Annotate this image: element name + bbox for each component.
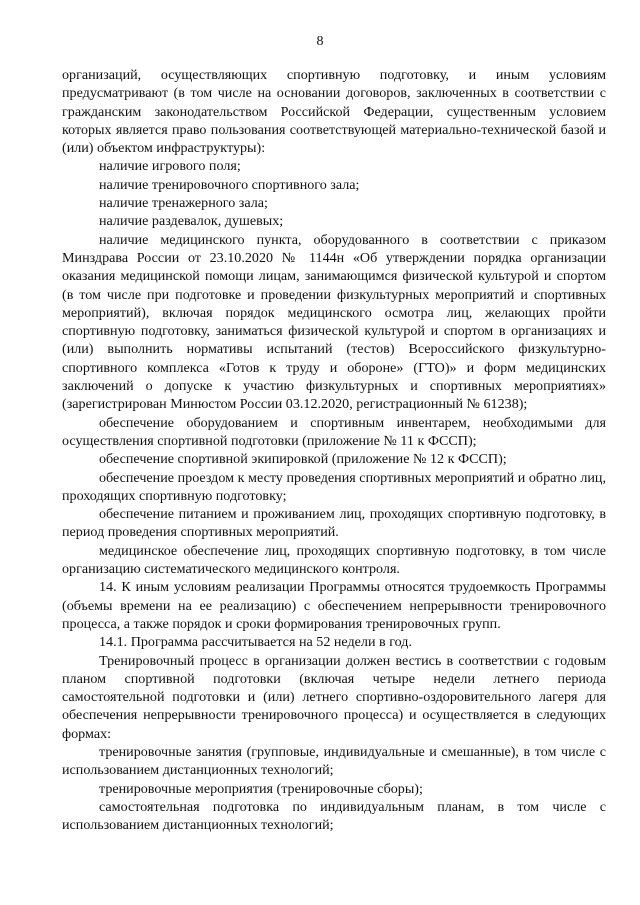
- paragraph: 14. К иным условиям реализации Программы относятся трудоемкость Программы (объемы времени на ее реализацию) с обеспечением непрерывности тренировочного процесса, а также порядок и сроки формирования тренировочных групп.: [62, 579, 606, 632]
- paragraph: Тренировочный процесс в организации должен вестись в соответствии с годовым планом спортивной подготовки (включая четыре недели летнего периода самостоятельной подготовки и (или) летнего спортивно-оздоровительного лагеря для обеспечения непрерывности тренировочного процесса) и осуществляется в следующих формах:: [62, 652, 606, 742]
- list-item: тренировочные занятия (групповые, индивидуальные и смешанные), в том числе с использованием дистанционных технологий;: [62, 743, 606, 779]
- document-body: [62, 66, 606, 834]
- list-item: наличие тренажерного зала;: [99, 195, 268, 212]
- paragraph: 14.1. Программа рассчитывается на 52 недели в год.: [99, 634, 412, 651]
- paragraph: организаций, осуществляющих спортивную подготовку, и иным условиям предусматривают (в том числе на основании договоров, заключенных в соответствии с гражданским законодательством Российской Федерации, существенным условием которых является право пользования соответствующей материально-технической базой и (или) объектом инфраструктуры):: [62, 67, 606, 157]
- list-item: наличие тренировочного спортивного зала;: [99, 176, 360, 193]
- list-item: тренировочные мероприятия (тренировочные сборы);: [99, 780, 423, 797]
- list-item: наличие игрового поля;: [99, 158, 241, 175]
- list-item: обеспечение спортивной экипировкой (приложение № 12 к ФССП);: [99, 451, 507, 468]
- list-item: обеспечение питанием и проживанием лиц, проходящих спортивную подготовку, в период проведения спортивных мероприятий.: [62, 506, 606, 541]
- list-item: самостоятельная подготовка по индивидуальным планам, в том числе с использованием дистанционных технологий;: [62, 798, 606, 834]
- list-item: медицинское обеспечение лиц, проходящих спортивную подготовку, в том числе организацию систематического медицинского контроля.: [62, 542, 606, 578]
- list-item: обеспечение проездом к месту проведения спортивных мероприятий и обратно лиц, проходящих спортивную подготовку;: [62, 469, 606, 504]
- page-number: 8: [316, 34, 324, 49]
- list-item: обеспечение оборудованием и спортивным инвентарем, необходимыми для осуществления спортивной подготовки (приложение № 11 к ФССП);: [62, 414, 606, 449]
- list-item: наличие медицинского пункта, оборудованного в соответствии с приказом Минздрава России от 23.10.2020 № 1144н «Об утверждении порядка организации оказания медицинской помощи лицам, занимающимся физической культурой и спортом (в том числе при подготовке и проведении физкультурных мероприятий и спортивных мероприятий), включая порядок медицинского осмотра лиц, желающих пройти спортивную подготовку, заниматься физической культурой и спортом в организациях и (или) выполнить нормативы испытаний (тестов) Всероссийского физкультурно-спортивного комплекса «Готов к труду и обороне» (ГТО)» и форм медицинских заключений о допуске к участию физкультурных и спортивных мероприятиях» (зарегистрирован Минюстом России 03.12.2020, регистрационный № 61238);: [62, 231, 606, 413]
- list-item: наличие раздевалок, душевых;: [99, 213, 284, 230]
